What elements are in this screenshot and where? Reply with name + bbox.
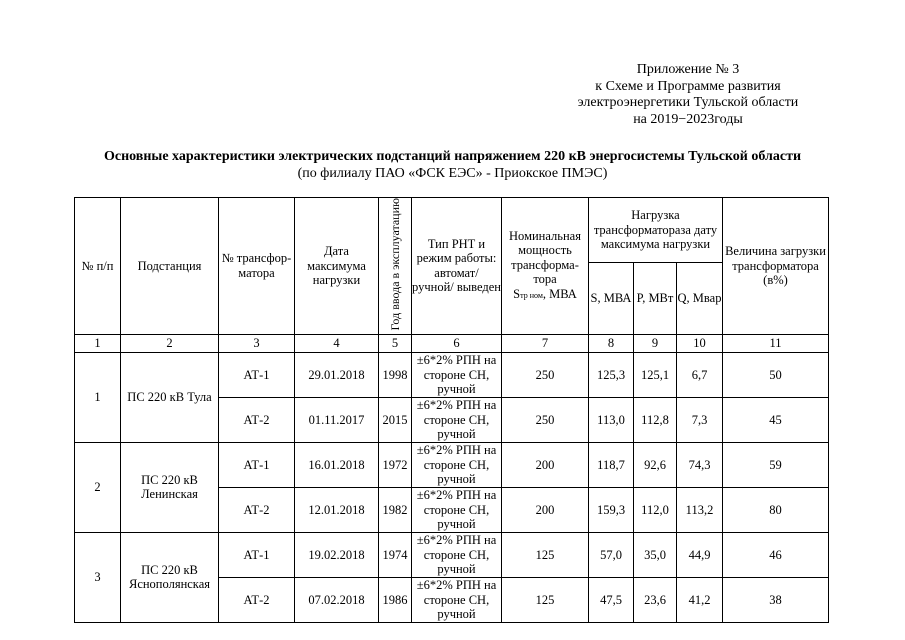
load-q: 74,3 bbox=[677, 442, 723, 487]
header-p: P, МВт bbox=[634, 262, 677, 334]
table-row bbox=[75, 352, 829, 397]
rnt-type: ±6*2% РПН на стороне СН, ручной bbox=[412, 397, 502, 442]
rnt-type: ±6*2% РПН на стороне СН, ручной bbox=[412, 577, 502, 622]
load-p: 92,6 bbox=[634, 442, 677, 487]
header-s: S, МВА bbox=[589, 262, 634, 334]
load-percent: 46 bbox=[723, 532, 829, 577]
document-title bbox=[0, 148, 905, 182]
nominal-power: 125 bbox=[502, 532, 589, 577]
load-percent: 59 bbox=[723, 442, 829, 487]
rnt-type: ±6*2% РПН на стороне СН, ручной bbox=[412, 487, 502, 532]
year: 1972 bbox=[379, 442, 412, 487]
load-q: 44,9 bbox=[677, 532, 723, 577]
appendix-line-1: Приложение № 3 bbox=[636, 62, 740, 77]
header-num: № п/п bbox=[75, 198, 121, 335]
load-p: 23,6 bbox=[634, 577, 677, 622]
load-s: 125,3 bbox=[589, 352, 634, 397]
col-num-2: 2 bbox=[121, 334, 219, 352]
nominal-power: 200 bbox=[502, 487, 589, 532]
rnt-type: ±6*2% РПН на стороне СН, ручной bbox=[412, 442, 502, 487]
appendix-line-4: на 2019−2023годы bbox=[633, 111, 743, 127]
header-year: Год ввода в эксплуатацию bbox=[387, 198, 402, 331]
column-numbers-row bbox=[75, 334, 829, 352]
header-q: Q, Мвар bbox=[677, 262, 723, 334]
header-transformer-no: № трансфор-матора bbox=[219, 198, 295, 335]
col-num-9: 9 bbox=[634, 334, 677, 352]
table-row bbox=[75, 442, 829, 487]
max-date: 07.02.2018 bbox=[295, 577, 379, 622]
header-year-cell bbox=[379, 198, 412, 335]
header-power bbox=[502, 198, 589, 335]
rnt-type: ±6*2% РПН на стороне СН, ручной bbox=[412, 532, 502, 577]
col-num-3: 3 bbox=[219, 334, 295, 352]
max-date: 16.01.2018 bbox=[295, 442, 379, 487]
header-rnt: Тип РНТ и режим работы: автомат/ ручной/ выведен bbox=[412, 198, 502, 335]
year: 2015 bbox=[379, 397, 412, 442]
max-date: 12.01.2018 bbox=[295, 487, 379, 532]
load-percent: 38 bbox=[723, 577, 829, 622]
appendix-note bbox=[523, 62, 853, 128]
header-power-main: Номинальная мощность трансформа-тора bbox=[509, 228, 581, 287]
title-subtitle: (по филиалу ПАО «ФСК ЕЭС» - Приокское ПМЭС) bbox=[297, 166, 608, 181]
col-num-8: 8 bbox=[589, 334, 634, 352]
substation-name: ПС 220 кВ Тула bbox=[121, 352, 219, 442]
col-num-4: 4 bbox=[295, 334, 379, 352]
load-percent: 45 bbox=[723, 397, 829, 442]
nominal-power: 250 bbox=[502, 352, 589, 397]
header-load-group: Нагрузка трансформатораза дату максимума нагрузки bbox=[589, 198, 723, 263]
load-p: 112,0 bbox=[634, 487, 677, 532]
load-q: 6,7 bbox=[677, 352, 723, 397]
load-s: 57,0 bbox=[589, 532, 634, 577]
row-num: 3 bbox=[75, 532, 121, 622]
header-substation: Подстанция bbox=[121, 198, 219, 335]
transformer-no: АТ-2 bbox=[219, 577, 295, 622]
appendix-line-2: к Схеме и Программе развития bbox=[595, 78, 781, 94]
table-row bbox=[75, 532, 829, 577]
load-p: 112,8 bbox=[634, 397, 677, 442]
load-p: 35,0 bbox=[634, 532, 677, 577]
header-power-s: S bbox=[513, 286, 521, 301]
rnt-type: ±6*2% РПН на стороне СН, ручной bbox=[412, 352, 502, 397]
row-num: 2 bbox=[75, 442, 121, 532]
col-num-6: 6 bbox=[412, 334, 502, 352]
max-date: 19.02.2018 bbox=[295, 532, 379, 577]
nominal-power: 250 bbox=[502, 397, 589, 442]
col-num-5: 5 bbox=[379, 334, 412, 352]
transformer-no: АТ-1 bbox=[219, 442, 295, 487]
transformer-no: АТ-1 bbox=[219, 532, 295, 577]
header-power-unit: , МВА bbox=[542, 286, 577, 301]
load-s: 118,7 bbox=[589, 442, 634, 487]
col-num-1: 1 bbox=[75, 334, 121, 352]
col-num-7: 7 bbox=[502, 334, 589, 352]
nominal-power: 200 bbox=[502, 442, 589, 487]
load-s: 113,0 bbox=[589, 397, 634, 442]
transformer-no: АТ-2 bbox=[219, 397, 295, 442]
header-max-date: Дата максимума нагрузки bbox=[295, 198, 379, 335]
load-q: 7,3 bbox=[677, 397, 723, 442]
transformer-no: АТ-2 bbox=[219, 487, 295, 532]
header-row-1 bbox=[75, 198, 829, 263]
max-date: 01.11.2017 bbox=[295, 397, 379, 442]
load-s: 159,3 bbox=[589, 487, 634, 532]
substations-table bbox=[74, 197, 829, 623]
header-power-subscript: тр ном bbox=[520, 290, 543, 300]
load-q: 41,2 bbox=[677, 577, 723, 622]
load-percent: 50 bbox=[723, 352, 829, 397]
year: 1986 bbox=[379, 577, 412, 622]
transformer-no: АТ-1 bbox=[219, 352, 295, 397]
substation-name: ПС 220 кВ Яснополянская bbox=[121, 532, 219, 622]
load-p: 125,1 bbox=[634, 352, 677, 397]
load-s: 47,5 bbox=[589, 577, 634, 622]
substation-name: ПС 220 кВ Ленинская bbox=[121, 442, 219, 532]
load-percent: 80 bbox=[723, 487, 829, 532]
load-q: 113,2 bbox=[677, 487, 723, 532]
row-num: 1 bbox=[75, 352, 121, 442]
year: 1982 bbox=[379, 487, 412, 532]
year: 1998 bbox=[379, 352, 412, 397]
nominal-power: 125 bbox=[502, 577, 589, 622]
col-num-11: 11 bbox=[723, 334, 829, 352]
header-load-pct: Величина загрузки трансформатора (в%) bbox=[723, 198, 829, 335]
title-main: Основные характеристики электрических подстанций напряжением 220 кВ энергосистемы Тульской области bbox=[103, 149, 802, 164]
max-date: 29.01.2018 bbox=[295, 352, 379, 397]
col-num-10: 10 bbox=[677, 334, 723, 352]
appendix-line-3: электроэнергетики Тульской области bbox=[577, 95, 799, 110]
year: 1974 bbox=[379, 532, 412, 577]
